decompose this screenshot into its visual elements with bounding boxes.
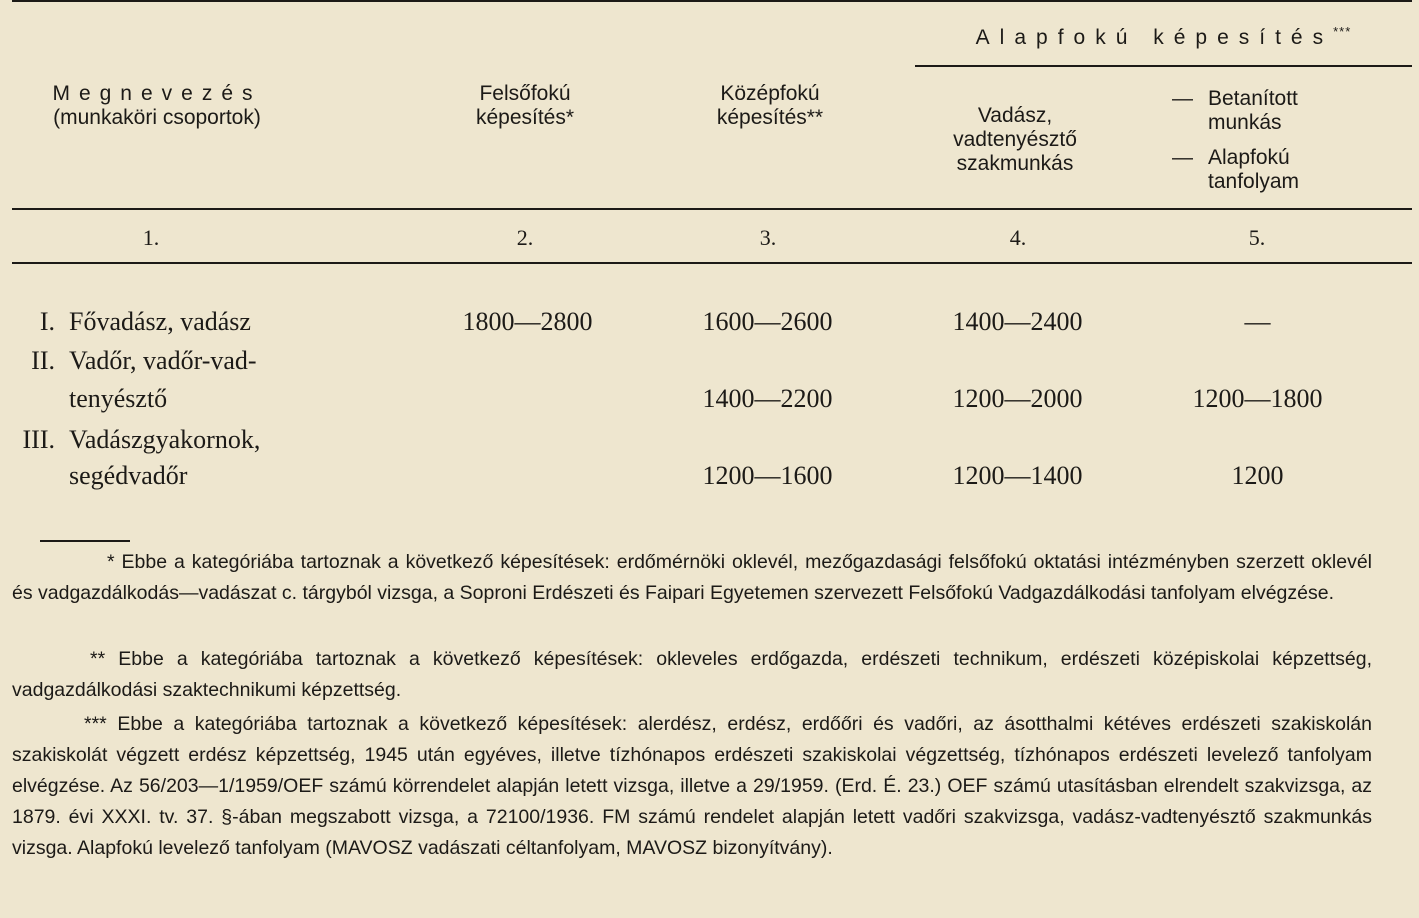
header-col-1-line1: Megnevezés [52, 82, 262, 105]
row-3-col-5: 1200 [1231, 461, 1284, 490]
header-col-3 [665, 82, 875, 130]
row-1-col-2: 1800—2800 [462, 307, 593, 336]
header-col-4 [915, 104, 1115, 176]
row-1-col-3: 1600—2600 [702, 307, 833, 336]
footnote-2 [12, 644, 1372, 706]
group-header-label: Alapfokú képesítés [975, 26, 1334, 49]
column-number-2: 2. [516, 225, 534, 250]
row-2-col-3: 1400—2200 [702, 384, 833, 413]
header-col-5-option-1 [1172, 87, 1372, 135]
group-header [915, 20, 1412, 50]
footnote-separator [40, 540, 130, 542]
header-col-5-option-2 [1172, 146, 1372, 194]
row-3-roman: III. [22, 425, 55, 454]
column-number-4: 4. [1009, 225, 1027, 250]
row-1-roman: I. [39, 307, 55, 336]
header-col-4-line1: Vadász, [977, 104, 1053, 127]
header-col-5-opt2-line1: Alapfokú [1208, 146, 1290, 169]
row-3-name-line2: segédvadőr [69, 461, 188, 490]
numbers-bottom-rule [12, 262, 1412, 264]
column-number-3: 3. [759, 225, 777, 250]
header-col-2-line2: képesítés* [475, 106, 575, 129]
header-col-4-line3: szakmunkás [956, 152, 1074, 175]
header-col-3-line1: Középfokú [720, 82, 820, 105]
header-col-3-line2: képesítés** [716, 106, 824, 129]
header-col-1 [12, 82, 302, 130]
group-header-rule [915, 65, 1412, 67]
row-2-roman: II. [31, 346, 55, 375]
column-number-5: 5. [1248, 225, 1266, 250]
header-col-1-line2: (munkaköri csoportok) [53, 106, 261, 129]
row-2-name-line2: tenyésztő [69, 384, 168, 413]
table-top-rule [12, 0, 1412, 2]
header-col-5-opt2-line2: tanfolyam [1208, 170, 1300, 193]
row-2-col-5: 1200—1800 [1192, 384, 1323, 413]
header-bottom-rule [12, 208, 1412, 210]
row-1-name: Fővadász, vadász [69, 307, 251, 336]
row-3-col-4: 1200—1400 [952, 461, 1083, 490]
header-col-2 [420, 82, 630, 130]
row-3-name-line1: Vadászgyakornok, [69, 425, 261, 454]
header-col-5 [1172, 87, 1372, 194]
header-col-2-line1: Felsőfokú [479, 82, 571, 105]
header-col-5-dash-2: — [1172, 146, 1193, 169]
footnote-1-mark: * [107, 551, 115, 573]
footnote-3-text: Ebbe a kategóriába tartoznak a következő képesítések: alerdész, erdész, erdőőri és vadőri, az ásotthalmi kétéves erdészeti szakiskolán szakiskolát végzett erdész képzettség, 1945 után egyéves, illetve tízhónapos erdészeti szakiskolai végzettség, tízhónapos erdészeti levelező tanfolyam elvégzése. Az 56/203—1/1959/OEF számú körrendelet alapján letett vizsga, illetve a 29/1959. (Erd. É. 23.) OEF számú utasításban elrendelt szakvizsga, az 1879. évi XXXI. tv. 37. §-ában megszabott vizsga, a 72100/1936. FM számú rendelet alapján letett vadőri szakvizsga, vadász-vadtenyésztő szakmunkás vizsga. Alapfokú levelező tanfolyam (MAVOSZ vadászati céltanfolyam, MAVOSZ bizonyítvány). [12, 713, 1373, 859]
footnote-1 [12, 547, 1372, 609]
header-col-5-opt1-line1: Betanított [1208, 87, 1298, 110]
row-2-name-line1: Vadőr, vadőr-vad- [69, 346, 257, 375]
header-col-5-dash-1: — [1172, 87, 1193, 110]
header-col-5-opt1-line2: munkás [1208, 111, 1282, 134]
row-3-col-3: 1200—1600 [702, 461, 833, 490]
row-1-col-4: 1400—2400 [952, 307, 1083, 336]
row-2-col-4: 1200—2000 [952, 384, 1083, 413]
column-number-1: 1. [142, 225, 160, 250]
header-col-4-line2: vadtenyésztő [953, 128, 1077, 151]
footnote-2-mark: ** [90, 648, 106, 670]
footnote-2-text: Ebbe a kategóriába tartoznak a következő képesítések: okleveles erdőgazda, erdészeti technikum, erdészeti középiskolai képzettség, vadgazdálkodási szaktechnikumi képzettség. [12, 648, 1372, 701]
footnote-3-mark: *** [84, 713, 107, 735]
row-1-col-5: — [1244, 307, 1271, 336]
footnote-1-text: Ebbe a kategóriába tartoznak a következő képesítések: erdőmérnöki oklevél, mezőgazdasági felsőfokú oktatási intézményben szerzett oklevél és vadgazdálkodás—vadászat c. tárgyból vizsga, a Soproni Erdészeti és Faipari Egyetemen szervezett Felsőfokú Vadgazdálkodási tanfolyam elvégzése. [12, 551, 1373, 604]
group-header-mark: *** [1333, 24, 1352, 39]
footnote-3 [12, 709, 1372, 864]
